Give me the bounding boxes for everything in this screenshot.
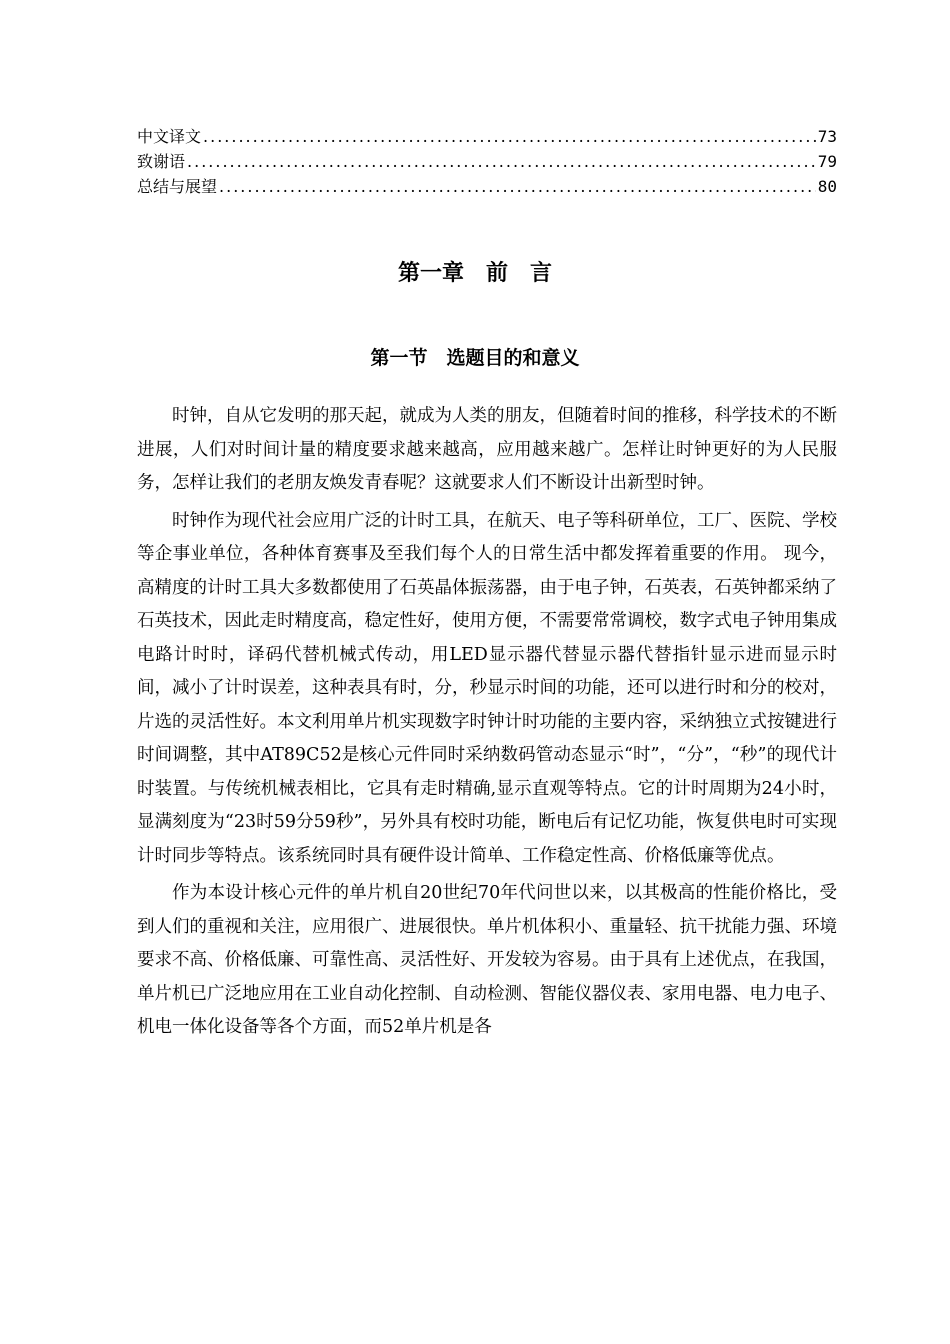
toc-entry-page: 79 xyxy=(817,152,837,171)
paragraph-1: 时钟，自从它发明的那天起，就成为人类的朋友，但随着时间的推移，科学技术的不断进展，人们对时间计量的精度要求越来越高，应用越来越广。怎样让时钟更好的为人民服务，怎样让我们的老朋友焕发青春呢？这就要求人们不断设计出新型时钟。 xyxy=(137,406,837,493)
chapter-title: 第一章 前 言 xyxy=(397,261,552,286)
paragraph-3: 作为本设计核心元件的单片机自20世纪70年代问世以来，以其极高的性能价格比，受到人们的重视和关注，应用很广、进展很快。单片机体积小、重量轻、抗干扰能力强、环境要求不高、价格低廉、可靠性高、灵活性好、开发较为容易。由于具有上述优点，在我国，单片机已广泛地应用在工业自动化控制、自动检测、智能仪器仪表、家用电器、电力电子、机电一体化设备等各个方面，而52单片机是各 xyxy=(137,883,837,1037)
toc-leader-dots xyxy=(187,149,816,174)
section-title: 第一节 选题目的和意义 xyxy=(370,347,580,369)
toc-entry-page: 80 xyxy=(817,177,837,196)
toc-entry-acknowledgements[interactable] xyxy=(137,149,837,174)
toc-entry-chinese-translation[interactable] xyxy=(137,124,837,149)
toc-entry-summary-outlook[interactable] xyxy=(137,174,837,199)
paragraph-2: 时钟作为现代社会应用广泛的计时工具，在航天、电子等科研单位，工厂、医院、学校等企事业单位，各种体育赛事及至我们每个人的日常生活中都发挥着重要的作用。 现今，高精度的计时工具大多数都使用了石英晶体振荡器，由于电子钟，石英表，石英钟都采纳了石英技术，因此走时精度高，稳定性好，使用方便，不需要常常调校，数字式电子钟用集成电路计时时，译码代替机械式传动，用LED显示器代替显示器代替指针显示进而显示时间，减小了计时误差，这种表具有时，分，秒显示时间的功能，还可以进行时和分的校对，片选的灵活性好。本文利用单片机实现数字时钟计时功能的主要内容，采纳独立式按键进行时间调整，其中AT89C52是核心元件同时采纳数码管动态显示“时”，“分”，“秒”的现代计时装置。与传统机械表相比，它具有走时精确,显示直观等特点。它的计时周期为24小时，显满刻度为“23时59分59秒”，另外具有校时功能，断电后有记忆功能，恢复供电时可实现计时同步等特点。该系统同时具有硬件设计简单、工作稳定性高、价格低廉等优点。 xyxy=(137,510,837,866)
body-text xyxy=(137,400,837,1049)
toc-leader-dots xyxy=(203,124,816,149)
toc-entry-title: 总结与展望 xyxy=(137,177,218,196)
toc-entry-title: 中文译文 xyxy=(137,127,202,146)
toc-entry-title: 致谢语 xyxy=(137,152,186,171)
toc-entry-page: 73 xyxy=(817,127,837,146)
toc-leader-dots xyxy=(219,174,816,199)
table-of-contents xyxy=(137,124,837,199)
